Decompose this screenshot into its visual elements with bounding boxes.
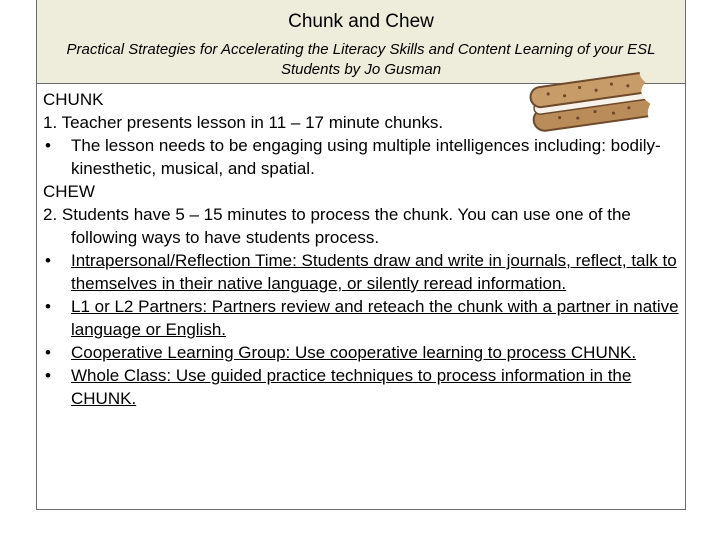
- page-subtitle: Practical Strategies for Accelerating the Literacy Skills and Content Learning of your ESL Students by Jo Gusman: [66, 41, 656, 78]
- list-item: [43, 249, 683, 295]
- bullet-icon: •: [45, 251, 51, 270]
- bullet-icon: •: [45, 136, 51, 155]
- bullet-icon: •: [45, 343, 51, 362]
- list-item: [43, 295, 683, 341]
- list-item-text: Whole Class: Use guided practice techniques to process information in the CHUNK.: [71, 366, 632, 408]
- list-item: [43, 134, 683, 180]
- step-2: 2. Students have 5 – 15 minutes to process the chunk. You can use one of the following ways to have students process.: [43, 205, 631, 247]
- list-item-text: L1 or L2 Partners: Partners review and reteach the chunk with a partner in native language or English.: [71, 297, 679, 339]
- bullet-icon: •: [45, 297, 51, 316]
- chew-heading: CHEW: [43, 182, 95, 201]
- list-item-text: Intrapersonal/Reflection Time: Students draw and write in journals, reflect, talk to themselves in their native language, or silently reread information.: [71, 251, 677, 293]
- chunk-heading: CHUNK: [43, 90, 104, 109]
- bitten-sandwich-cookie-icon: [526, 66, 686, 140]
- list-item-text: The lesson needs to be engaging using multiple intelligences including: bodily-kinesthetic, musical, and spatial.: [71, 136, 661, 178]
- step-1: 1. Teacher presents lesson in 11 – 17 minute chunks.: [43, 113, 444, 132]
- list-item-text: Cooperative Learning Group: Use cooperative learning to process CHUNK.: [71, 343, 637, 362]
- page-title: Chunk and Chew: [288, 11, 434, 32]
- list-item: [43, 341, 683, 364]
- bullet-icon: •: [45, 366, 51, 385]
- list-item: [43, 364, 683, 410]
